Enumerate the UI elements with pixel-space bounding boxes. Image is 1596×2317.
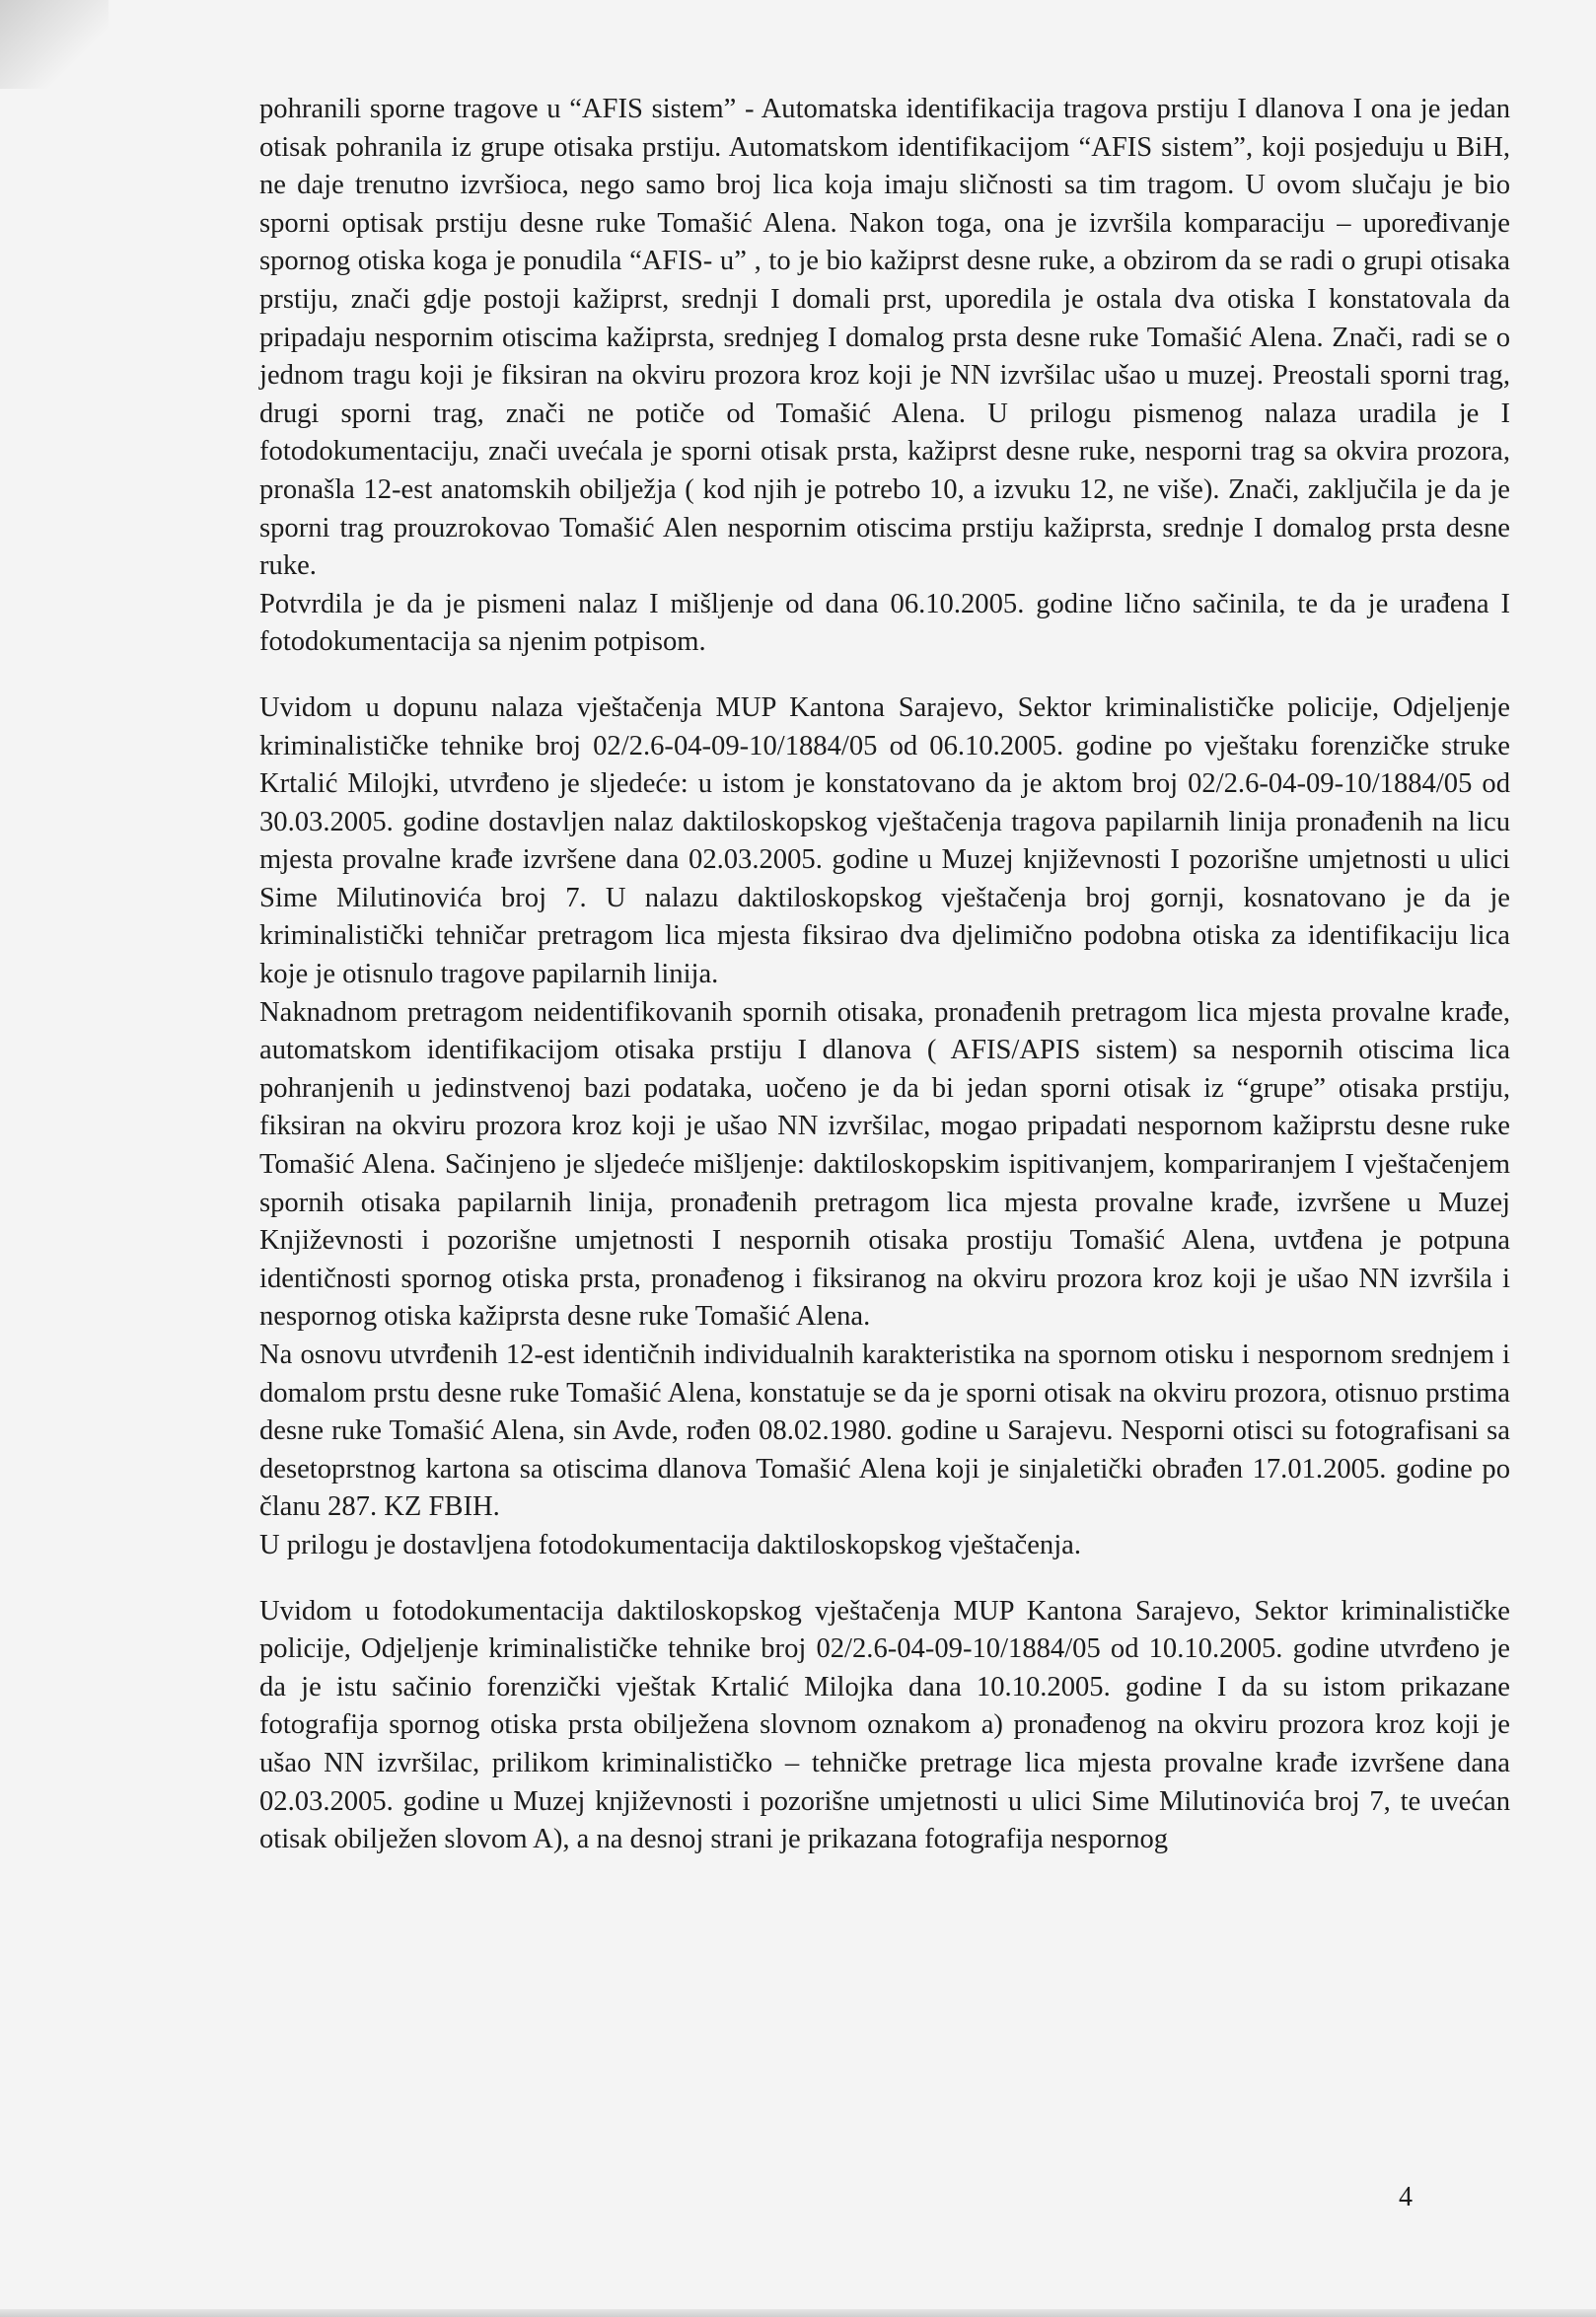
paragraph-confirmation: Potvrdila je da je pismeni nalaz I mišljenje od dana 06.10.2005. godine lično sačinila, te da je urađena I fotodokumentacija sa njenim potpisom. [259, 588, 1510, 658]
paragraph-afis-analysis: pohranili sporne tragove u “AFIS sistem” - Automatska identifikacija tragova prstiju I dlanova I ona je jedan otisak pohranila iz grupe otisaka prstiju. Automatskom identifikacijom “AFIS sistem”, koji posjeduju u BiH, ne daje trenutno izvršioca, nego samo broj lica koja imaju sličnosti sa tim tragom. U ovom slučaju je bio sporni optisak prstiju desne ruke Tomašić Alena. Nakon toga, ona je izvršila komparaciju – upoređivanje spornog otiska koga je ponudila “AFIS- u” , to je bio kažiprst desne ruke, a obzirom da se radi o grupi otisaka prstiju, znači gdje postoji kažiprst, srednji I domali prst, uporedila je ostala dva otiska I konstatovala da pripadaju nespornim otiscima kažiprsta, srednjeg I domalog prsta desne ruke Tomašić Alena. Znači, radi se o jednom tragu koji je fiksiran na okviru prozora kroz koji je NN izvršilac ušao u muzej. Preostali sporni trag, drugi sporni trag, znači ne potiče od Tomašić Alena. U prilogu pismenog nalaza uradila je I fotodokumentaciju, znači uvećala je sporni otisak prsta, kažiprst desne ruke, nesporni trag sa okvira prozora, pronašla 12-est anatomskih obilježja ( kod njih je potrebo 10, a izvuku 12, ne više). Znači, zaključila je da je sporni trag prouzrokovao Tomašić Alen nespornim otiscima prstiju kažiprsta, srednje I domalog prsta desne ruke. [259, 94, 1510, 582]
page-corner-shadow [0, 0, 109, 89]
page-bottom-edge [0, 2309, 1596, 2317]
paragraph-subsequent-search: Naknadnom pretragom neidentifikovanih spornih otisaka, pronađenih pretragom lica mjesta provalne krađe, automatskom identifikacijom otisaka prstiju I dlanova ( AFIS/APIS sistem) sa nespornih otiscima lica pohranjenih u jedinstvenoj bazi podataka, uočeno je da bi jedan sporni otisak iz “grupe” otisaka prstiju, fiksiran na okviru prozora kroz koji je ušao NN izvršilac, mogao pripadati nespornom kažiprstu desne ruke Tomašić Alena. Sačinjeno je sljedeće mišljenje: daktiloskopskim ispitivanjem, kompariranjem I vještačenjem spornih otisaka papilarnih linija, pronađenih pretragom lica mjesta provalne krađe, izvršene u Muzej Književnosti i pozorišne umjetnosti I nespornih otisaka prostiju Tomašić Alena, uvtđena je potpuna identičnosti spornog otiska prsta, pronađenog i fiksiranog na okviru prozora kroz koji je ušao NN izvršila i nespornog otiska kažiprsta desne ruke Tomašić Alena. [259, 996, 1510, 1333]
paragraph-photo-documentation: Uvidom u fotodokumentacija daktiloskopskog vještačenja MUP Kantona Sarajevo, Sektor kriminalističke policije, Odjeljenje kriminalističke tehnike broj 02/2.6-04-09-10/1884/05 od 10.10.2005. godine utvrđeno je da je istu sačinio forenzički vještak Krtalić Milojka dana 10.10.2005. godine I da su istom prikazane fotografija spornog otiska prsta obilježena slovnom oznakom a) pronađenog na okviru prozora kroz koji je ušao NN izvršilac, prilikom kriminalističko – tehničke pretrage lica mjesta provalne krađe izvršene dana 02.03.2005. godine u Muzej književnosti i pozorišne umjetnosti u ulici Sime Milutinovića broj 7, te uvećan otisak obilježen slovom A), a na desnoj strani je prikazana fotografija nespornog [259, 1595, 1510, 1855]
document-body [259, 91, 1510, 1859]
page-number: 4 [1399, 2182, 1413, 2212]
paragraph-attachment-note: U prilogu je dostavljena fotodokumentacija daktiloskopskog vještačenja. [259, 1529, 1081, 1560]
paragraph-identical-characteristics: Na osnovu utvrđenih 12-est identičnih individualnih karakteristika na spornom otisku i nespornom srednjem i domalom prstu desne ruke Tomašić Alena, konstatuje se da je sporni otisak na okviru prozora, otisnuo prstima desne ruke Tomašić Alena, sin Avde, rođen 08.02.1980. godine u Sarajevu. Nesporni otisci su fotografisani sa desetoprstnog kartona sa otiscima dlanova Tomašić Alena koji je sinjaletički obrađen 17.01.2005. godine po članu 287. KZ FBIH. [259, 1340, 1510, 1523]
paragraph-supplement-findings: Uvidom u dopunu nalaza vještačenja MUP Kantona Sarajevo, Sektor kriminalističke policije, Odjeljenje kriminalističke tehnike broj 02/2.6-04-09-10/1884/05 od 06.10.2005. godine po vještaku forenzičke struke Krtalić Milojki, utvrđeno je sljedeće: u istom je konstatovano da je aktom broj 02/2.6-04-09-10/1884/05 od 30.03.2005. godine dostavljen nalaz daktiloskopskog vještačenja tragova papilarnih linija pronađenih na licu mjesta provalne krađe izvršene dana 02.03.2005. godine u Muzej književnosti I pozorišne umjetnosti u ulici Sime Milutinovića broj 7. U nalazu daktiloskopskog vještačenja broj gornji, kosnatovano je da je kriminalistički tehničar pretragom lica mjesta fiksirao dva djelimično podobna otiska za identifikaciju lica koje je otisnulo tragove papilarnih linija. [259, 691, 1510, 990]
